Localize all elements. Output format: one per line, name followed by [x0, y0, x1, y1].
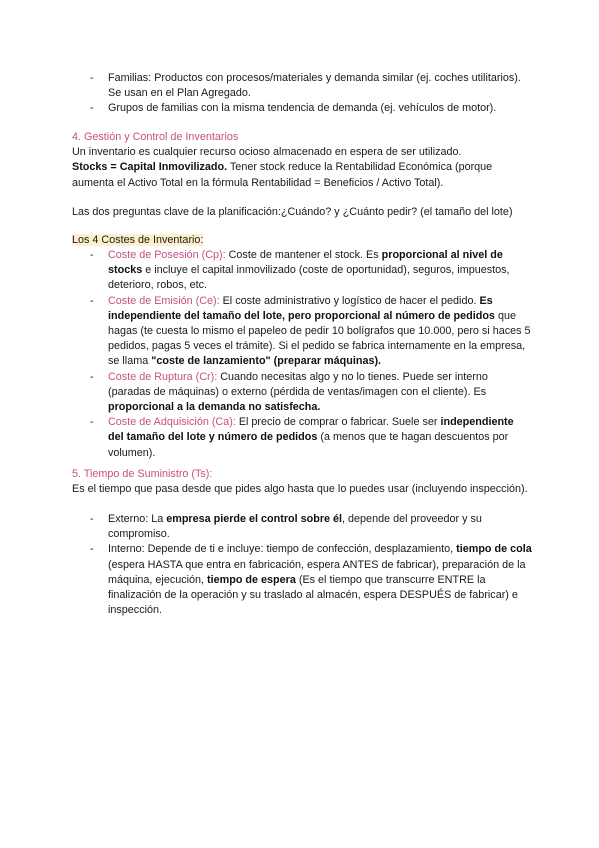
list-marker: -: [90, 294, 94, 307]
coste-emision-label: Coste de Emisión (Ce):: [108, 294, 220, 307]
coste-ruptura-label: Coste de Ruptura (Cr):: [108, 370, 218, 383]
section-5-heading: 5. Tiempo de Suministro (Ts):: [72, 468, 213, 480]
coste-emision-text-2: que hagas (te cuesta lo mismo el papeleo de pedir 10 bolígrafos que 10.000, pero si haces 5 pedidos, pagas 5 veces el trámite). Si el pedido se fabrica internamente en la empresa, se llama: [108, 309, 531, 368]
costes-heading: Los 4 Costes de Inventario:: [72, 234, 204, 246]
interno-text: Interno: Depende de ti e incluye: tiempo de confección, desplazamiento,: [108, 543, 457, 556]
coste-posesion-bold: proporcional al nivel de stocks: [108, 249, 503, 277]
section-4: [72, 130, 532, 191]
list-marker: -: [90, 513, 94, 525]
stocks-bold: Stocks = Capital Inmovilizado.: [72, 161, 228, 174]
externo-text-2: , depende del proveedor y su compromiso.: [108, 513, 482, 541]
section-4-heading: 4. Gestión y Control de Inventarios: [72, 131, 239, 143]
list-marker: -: [90, 543, 94, 556]
familias-list: [72, 71, 532, 117]
tiempo-cola-bold: tiempo de cola: [456, 543, 532, 556]
list-item: [72, 294, 532, 370]
coste-posesion-label: Coste de Posesión (Cp):: [108, 249, 226, 261]
list-marker: -: [90, 370, 94, 383]
coste-adquisicion-bold: independiente del tamaño del lote y número de pedidos: [108, 416, 514, 444]
grupos-item-text: Grupos de familias con la misma tendencia de demanda (ej. vehículos de motor).: [108, 102, 497, 115]
list-item: [72, 415, 532, 461]
inventario-definition: Un inventario es cualquier recurso ocioso almacenado en espera de ser utilizado.: [72, 146, 462, 159]
list-marker: -: [90, 72, 94, 84]
externo-bold: empresa pierde el control sobre él: [166, 513, 343, 525]
suministro-list: [72, 512, 532, 618]
costes-heading-line: [72, 233, 532, 248]
planning-questions: Las dos preguntas clave de la planificación:¿Cuándo? y ¿Cuánto pedir? (el tamaño del lote): [72, 206, 513, 218]
list-item: [72, 512, 532, 542]
coste-emision-bold: Es independiente del tamaño del lote, pero proporcional al número de pedidos: [108, 294, 495, 322]
coste-posesion-text-2: e incluye el capital inmovilizado (coste de oportunidad), seguros, impuestos, deterioro, robos, etc.: [108, 264, 510, 292]
list-item: [72, 542, 532, 618]
list-marker: -: [90, 416, 94, 429]
familias-item-text: Familias: Productos con procesos/materiales y demanda similar (ej. coches utilitarios). Se usan en el Plan Agregado.: [108, 72, 521, 100]
section-5: [72, 467, 532, 497]
coste-emision-text: El coste administrativo y logístico de hacer el pedido.: [219, 294, 480, 307]
interno-text-3: (Es el tiempo que transcurre ENTRE la finalización de la operación y su traslado al almacén, espera DESPUÉS de fabricar) e inspección.: [108, 573, 518, 617]
list-item: [72, 248, 532, 294]
list-marker: -: [90, 249, 94, 261]
list-item: [72, 101, 532, 116]
coste-adquisicion-text-2: (a menos que te hagan descuentos por volumen).: [108, 431, 509, 459]
coste-adquisicion-label: Coste de Adquisición (Ca):: [108, 416, 236, 429]
interno-text-2: (espera HASTA que entra en fabricación, espera ANTES de fabricar), preparación de la máquina, ejecución,: [108, 558, 526, 586]
stocks-paragraph: [72, 160, 532, 190]
coste-posesion-text: Coste de mantener el stock. Es: [225, 249, 382, 261]
coste-adquisicion-text: El precio de comprar o fabricar. Suele ser: [235, 416, 441, 429]
tiempo-suministro-definition: Es el tiempo que pasa desde que pides algo hasta que lo puedes usar (incluyendo inspección).: [72, 483, 528, 496]
tiempo-espera-bold: tiempo de espera: [207, 573, 296, 586]
externo-text: Externo: La: [108, 513, 167, 525]
stocks-text: Tener stock reduce la Rentabilidad Económica (porque aumenta el Activo Total en la fórmula Rentabilidad = Beneficios / Activo Total).: [72, 161, 493, 189]
coste-ruptura-bold: proporcional a la demanda no satisfecha.: [108, 401, 321, 414]
costes-list: [72, 248, 532, 461]
list-item: [72, 370, 532, 416]
list-item: [72, 71, 532, 101]
list-marker: -: [90, 102, 94, 115]
coste-lanzamiento-bold: "coste de lanzamiento" (preparar máquinas).: [151, 355, 382, 368]
coste-ruptura-text: Cuando necesitas algo y no lo tienes. Puede ser interno (paradas de máquinas) o externo (pérdida de ventas/imagen con el cliente). Es: [108, 370, 488, 398]
